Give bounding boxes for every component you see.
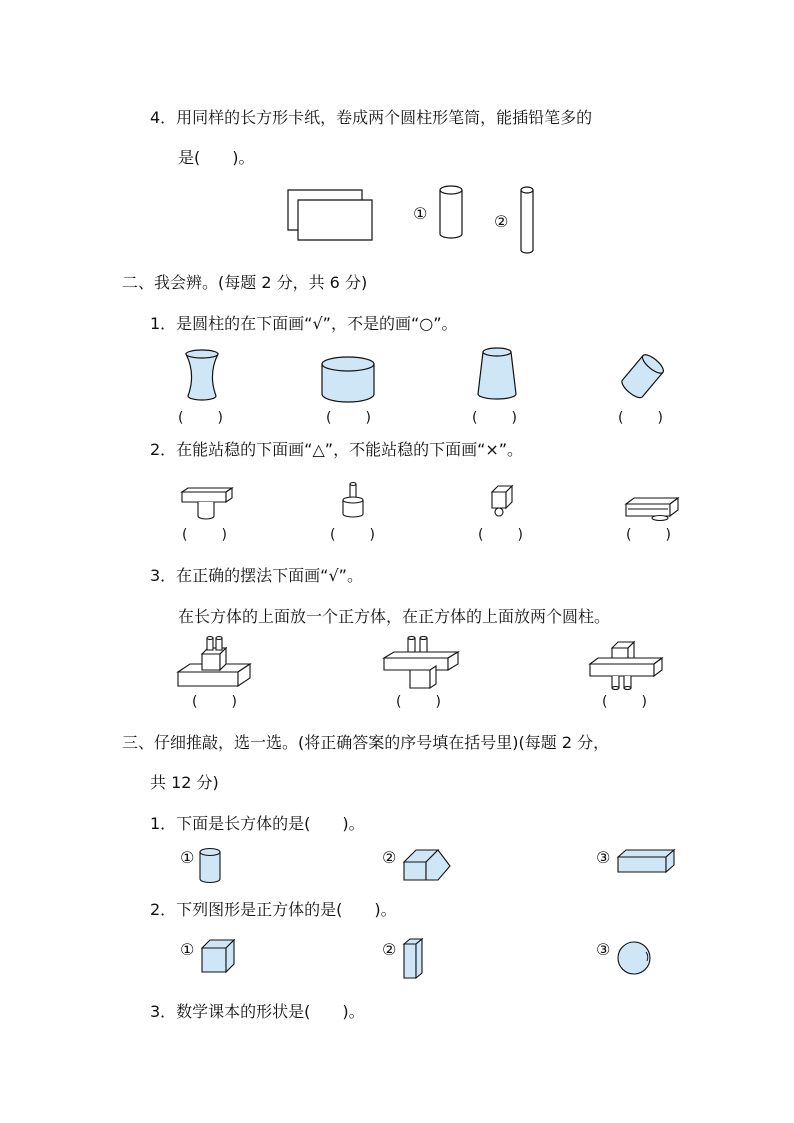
question-3-3-text: 3．数学课本的形状是( )。 [150, 1002, 365, 1021]
short-wide-cylinder-figure [438, 184, 464, 242]
answer-blank[interactable]: ( ) [330, 527, 377, 543]
rectangle-cards-figure [282, 186, 372, 246]
answer-blank[interactable]: ( ) [626, 527, 673, 543]
concave-cylinder-shape [182, 348, 222, 402]
question-2-1-text: 1．是圆柱的在下面画“√”，不是的画“○”。 [150, 314, 458, 333]
answer-blank[interactable]: ( ) [472, 410, 519, 426]
answer-blank[interactable]: ( ) [602, 694, 649, 710]
arrangement-b-figure [382, 634, 458, 692]
cylinder-option-shape [198, 848, 222, 884]
section-2-heading: 二、我会辨。(每题 2 分，共 6 分) [122, 273, 368, 292]
answer-blank[interactable]: ( ) [618, 410, 665, 426]
arrangement-a-figure [176, 634, 252, 690]
cube-option-shape [200, 938, 236, 974]
answer-blank[interactable]: ( ) [182, 527, 229, 543]
cube-on-ball-shape [488, 484, 514, 524]
cylinder-shape [320, 356, 376, 404]
option-1-label: ① [180, 848, 195, 867]
question-3-2-text: 2．下列图形是正方体的是( )。 [150, 900, 397, 919]
option-3-label: ③ [596, 940, 611, 959]
option-2-label: ② [494, 212, 509, 231]
option-3-label: ③ [596, 848, 611, 867]
peg-on-cylinder-shape [340, 480, 366, 520]
answer-blank[interactable]: ( ) [478, 527, 525, 543]
block-on-cylinder-shape [180, 486, 232, 522]
question-2-3-text: 3．在正确的摆法下面画“√”。 [150, 566, 363, 585]
answer-blank[interactable]: ( ) [192, 694, 239, 710]
question-4-line1: 4．用同样的长方形卡纸，卷成两个圆柱形笔筒，能插铅笔多的 [150, 108, 593, 127]
sphere-option-shape [616, 940, 652, 976]
option-1-label: ① [413, 204, 428, 223]
question-4-line2: 是( )。 [178, 148, 255, 167]
tilted-cylinder-shape [618, 354, 666, 400]
question-2-2-text: 2．在能站稳的下面画“△”，不能站稳的下面画“×”。 [150, 440, 524, 459]
section-3-heading-line2: 共 12 分) [150, 773, 219, 792]
answer-blank[interactable]: ( ) [326, 410, 373, 426]
tall-thin-cylinder-figure [518, 186, 536, 256]
cuboid-on-cylinder-shape [624, 496, 678, 524]
answer-blank[interactable]: ( ) [396, 694, 443, 710]
question-2-3-subtext: 在长方体的上面放一个正方体，在正方体的上面放两个圆柱。 [178, 607, 611, 626]
answer-blank[interactable]: ( ) [178, 410, 225, 426]
arrangement-c-figure [588, 634, 664, 692]
question-3-1-text: 1．下面是长方体的是( )。 [150, 814, 365, 833]
frustum-shape [476, 346, 518, 402]
cuboid-option-shape [616, 848, 674, 874]
tall-cuboid-option-shape [402, 938, 424, 980]
option-2-label: ② [382, 940, 397, 959]
section-3-heading-line1: 三、仔细推敲，选一选。(将正确答案的序号填在括号里)(每题 2 分， [122, 733, 610, 752]
option-2-label: ② [382, 848, 397, 867]
prism-option-shape [402, 848, 452, 882]
option-1-label: ① [180, 940, 195, 959]
